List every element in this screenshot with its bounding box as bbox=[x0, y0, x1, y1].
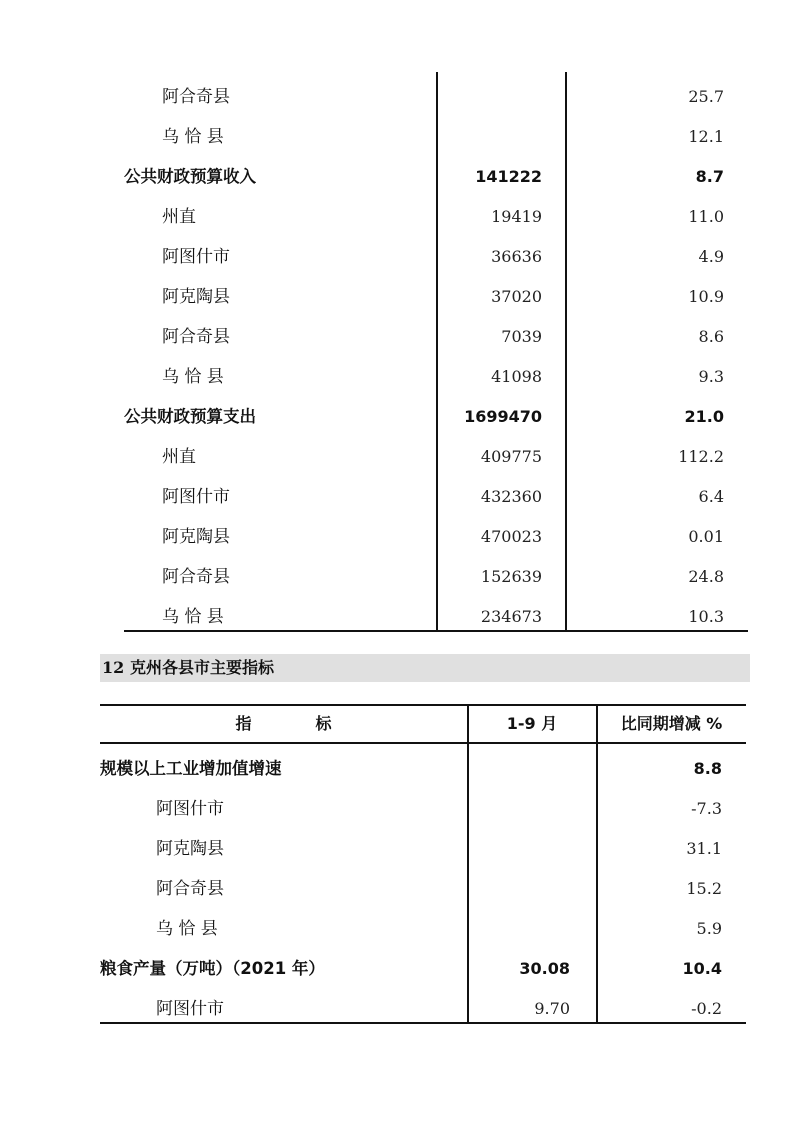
row-change: 0.01 bbox=[688, 527, 724, 546]
county-indicators-table bbox=[100, 704, 746, 1024]
row-change: 10.9 bbox=[688, 287, 724, 306]
row-value: 19419 bbox=[491, 207, 542, 226]
row-value: 1699470 bbox=[464, 407, 542, 426]
row-value: 141222 bbox=[475, 167, 542, 186]
row-change: -7.3 bbox=[691, 799, 722, 818]
row-label: 粮食产量（万吨）（2021 年） bbox=[100, 959, 325, 978]
row-value: 409775 bbox=[480, 447, 542, 466]
section-heading-bar bbox=[100, 654, 750, 682]
row-change: 15.2 bbox=[686, 879, 722, 898]
row-label: 乌 恰 县 bbox=[162, 367, 224, 387]
header-indicator: 指 标 bbox=[235, 714, 332, 733]
table-row bbox=[124, 517, 748, 557]
table-row bbox=[124, 357, 748, 397]
row-label: 阿图什市 bbox=[162, 487, 230, 507]
row-label: 阿克陶县 bbox=[156, 839, 224, 859]
table-row bbox=[100, 789, 746, 829]
row-value: 7039 bbox=[501, 327, 542, 346]
upper-statistics-table bbox=[124, 72, 748, 632]
row-label: 州直 bbox=[162, 447, 196, 467]
table-row bbox=[124, 477, 748, 517]
table-row bbox=[100, 869, 746, 909]
row-change: 112.2 bbox=[678, 447, 724, 466]
table-row bbox=[124, 157, 748, 197]
row-label: 乌 恰 县 bbox=[162, 607, 224, 627]
table-row bbox=[124, 197, 748, 237]
row-label: 公共财政预算收入 bbox=[124, 167, 256, 186]
row-value: 37020 bbox=[491, 287, 542, 306]
header-bottom-rule bbox=[100, 742, 746, 744]
row-label: 阿图什市 bbox=[162, 247, 230, 267]
header-change: 比同期增减 % bbox=[620, 714, 723, 733]
row-change: 12.1 bbox=[688, 127, 724, 146]
row-value: 234673 bbox=[480, 607, 542, 626]
row-change: 10.3 bbox=[688, 607, 724, 626]
row-label: 阿克陶县 bbox=[162, 527, 230, 547]
row-value: 36636 bbox=[491, 247, 542, 266]
row-value: 9.70 bbox=[534, 999, 570, 1018]
table-row bbox=[100, 949, 746, 989]
header-period: 1-9 月 bbox=[506, 714, 558, 733]
row-value: 152639 bbox=[480, 567, 542, 586]
table-row bbox=[124, 437, 748, 477]
row-label: 乌 恰 县 bbox=[162, 127, 224, 147]
table-row bbox=[100, 989, 746, 1029]
row-change: 8.6 bbox=[698, 327, 724, 346]
table-row bbox=[100, 909, 746, 949]
row-label: 公共财政预算支出 bbox=[124, 407, 256, 426]
table-row bbox=[124, 397, 748, 437]
row-change: 11.0 bbox=[688, 207, 724, 226]
row-value: 30.08 bbox=[519, 959, 570, 978]
row-change: 5.9 bbox=[696, 919, 722, 938]
table-row bbox=[124, 277, 748, 317]
row-label: 阿图什市 bbox=[156, 999, 224, 1019]
row-change: 8.7 bbox=[695, 167, 724, 186]
row-change: 10.4 bbox=[682, 959, 722, 978]
row-label: 乌 恰 县 bbox=[156, 919, 218, 939]
section-title: 克州各县市主要指标 bbox=[130, 658, 275, 677]
row-change: 8.8 bbox=[693, 759, 722, 778]
row-label: 州直 bbox=[162, 207, 196, 227]
row-change: 4.9 bbox=[698, 247, 724, 266]
table-row bbox=[124, 597, 748, 637]
row-change: 6.4 bbox=[698, 487, 724, 506]
table-row bbox=[100, 829, 746, 869]
row-change: 9.3 bbox=[698, 367, 724, 386]
row-label: 阿合奇县 bbox=[162, 327, 230, 347]
row-change: 21.0 bbox=[684, 407, 724, 426]
row-value: 432360 bbox=[480, 487, 542, 506]
row-change: -0.2 bbox=[691, 999, 722, 1018]
table-row bbox=[100, 749, 746, 789]
table-row bbox=[124, 557, 748, 597]
row-label: 阿克陶县 bbox=[162, 287, 230, 307]
row-change: 31.1 bbox=[686, 839, 722, 858]
section-number: 12 bbox=[102, 658, 125, 677]
row-label: 阿图什市 bbox=[156, 799, 224, 819]
row-change: 25.7 bbox=[688, 87, 724, 106]
table-row bbox=[124, 317, 748, 357]
row-label: 规模以上工业增加值增速 bbox=[100, 759, 282, 778]
table-row bbox=[124, 117, 748, 157]
row-label: 阿合奇县 bbox=[156, 879, 224, 899]
row-value: 41098 bbox=[491, 367, 542, 386]
table-row bbox=[124, 237, 748, 277]
row-value: 470023 bbox=[480, 527, 542, 546]
table-row bbox=[124, 77, 748, 117]
row-change: 24.8 bbox=[688, 567, 724, 586]
row-label: 阿合奇县 bbox=[162, 87, 230, 107]
row-label: 阿合奇县 bbox=[162, 567, 230, 587]
